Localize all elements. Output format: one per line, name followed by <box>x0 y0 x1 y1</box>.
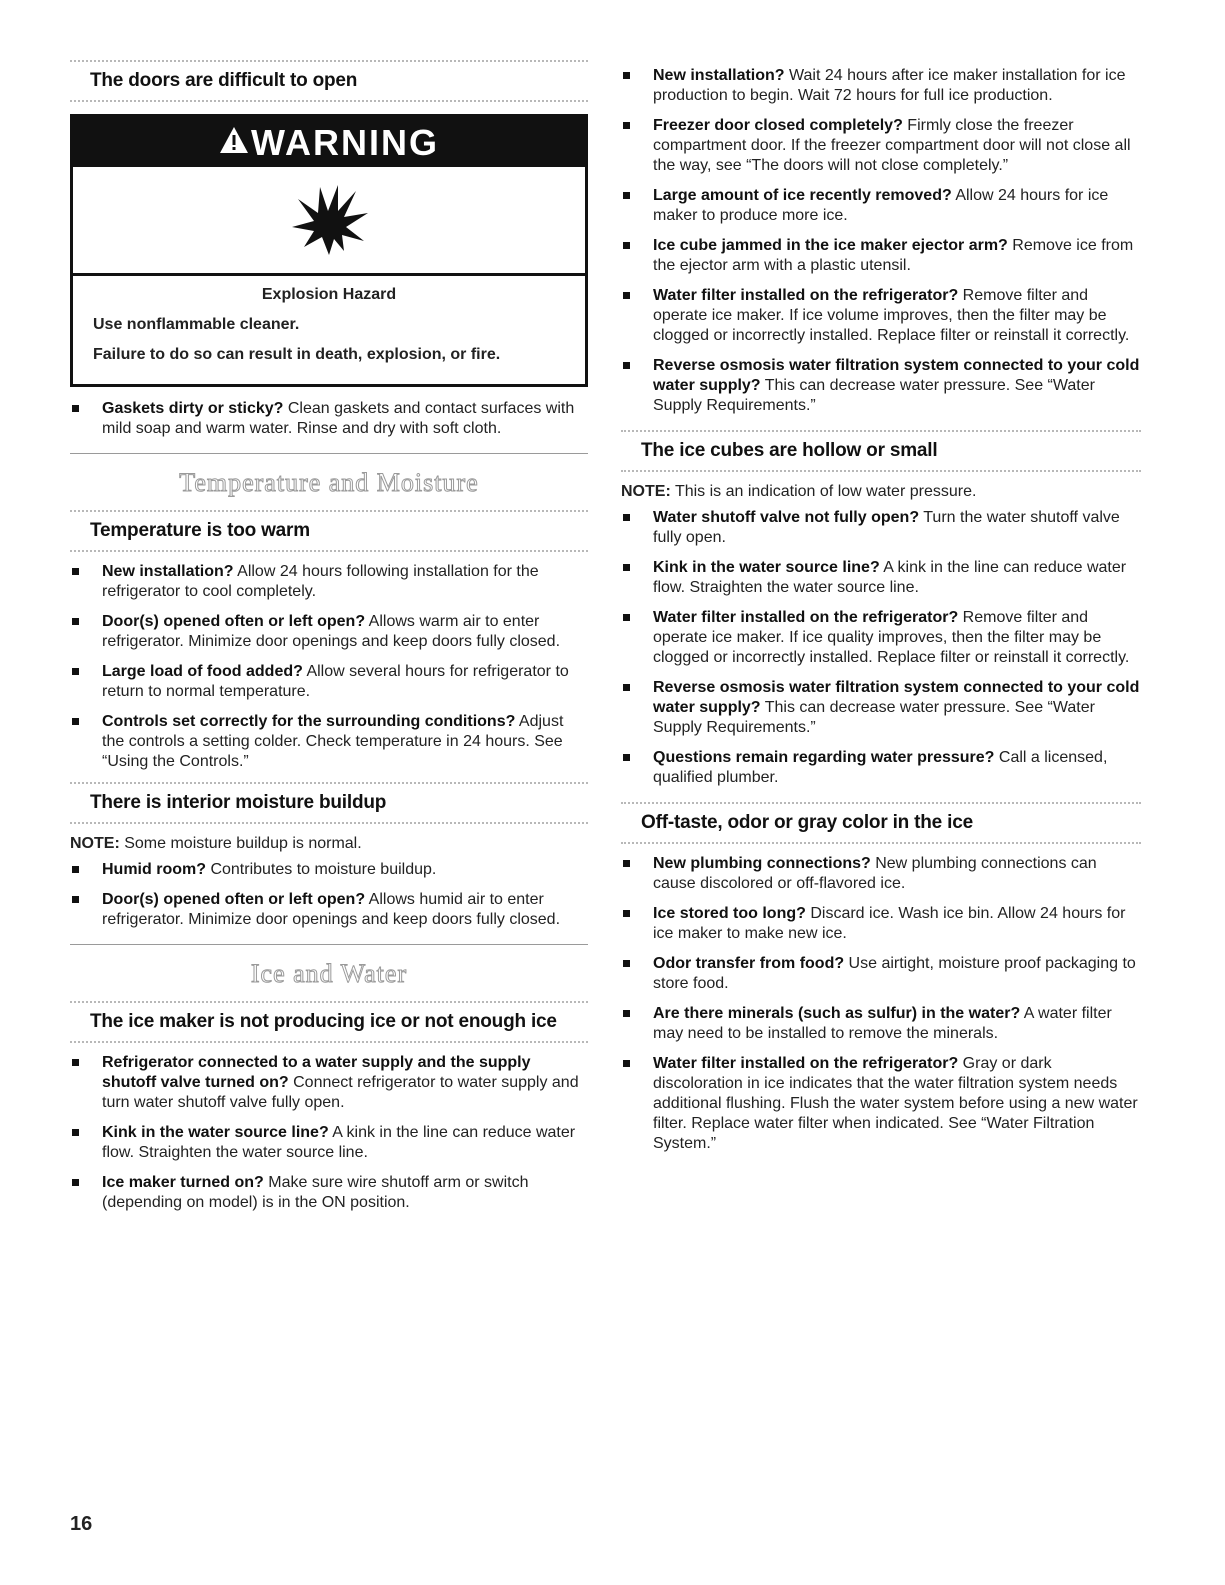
moisture-note: NOTE: Some moisture buildup is normal. <box>70 835 362 852</box>
left-column <box>70 60 588 1223</box>
warning-text <box>73 276 585 384</box>
list-item: Freezer door closed completely? Firmly close the freezer compartment door. If the freezer compartment door will not close all the way, see “The doors will not close completely.” <box>621 116 1141 176</box>
list-item: New plumbing connections? New plumbing connections can cause discolored or off-flavored ice. <box>621 854 1141 894</box>
moisture-heading: There is interior moisture buildup <box>70 782 588 824</box>
warning-hazard: Explosion Hazard <box>261 286 397 303</box>
ice-list <box>70 1053 588 1213</box>
explosion-icon <box>73 167 585 276</box>
moisture-list <box>70 860 588 930</box>
temp-heading: Temperature is too warm <box>70 510 588 552</box>
list-item: Reverse osmosis water filtration system connected to your cold water supply? This can decrease water pressure. See “Water Supply Requirements.” <box>621 678 1141 738</box>
warning-header <box>73 117 585 167</box>
right-column <box>621 66 1141 1164</box>
offtaste-list <box>621 854 1141 1154</box>
warning-label: WARNING <box>251 122 439 163</box>
warning-triangle-icon <box>219 116 249 168</box>
list-item: Controls set correctly for the surrounding conditions? Adjust the controls a setting colder. Check temperature in 24 hours. See “Using the Controls.” <box>70 712 588 772</box>
ice-heading: The ice maker is not producing ice or not enough ice <box>70 1001 588 1043</box>
list-item: Reverse osmosis water filtration system connected to your cold water supply? This can decrease water pressure. See “Water Supply Requirements.” <box>621 356 1141 416</box>
hollow-list <box>621 508 1141 788</box>
list-item: New installation? Allow 24 hours following installation for the refrigerator to cool completely. <box>70 562 588 602</box>
list-item: Ice cube jammed in the ice maker ejector arm? Remove ice from the ejector arm with a plastic utensil. <box>621 236 1141 276</box>
warning-box <box>70 114 588 387</box>
list-item: Large amount of ice recently removed? Allow 24 hours for ice maker to produce more ice. <box>621 186 1141 226</box>
list-item: Are there minerals (such as sulfur) in the water? A water filter may need to be installed to remove the minerals. <box>621 1004 1141 1044</box>
list-item: Kink in the water source line? A kink in the line can reduce water flow. Straighten the water source line. <box>70 1123 588 1163</box>
list-item: Gaskets dirty or sticky? Clean gaskets and contact surfaces with mild soap and warm water. Rinse and dry with soft cloth. <box>70 399 588 439</box>
offtaste-heading: Off-taste, odor or gray color in the ice <box>621 802 1141 844</box>
list-item: Ice stored too long? Discard ice. Wash ice bin. Allow 24 hours for ice maker to make new ice. <box>621 904 1141 944</box>
ice-cont-list <box>621 66 1141 416</box>
list-item: Water shutoff valve not fully open? Turn the water shutoff valve fully open. <box>621 508 1141 548</box>
hollow-note: NOTE: This is an indication of low water pressure. <box>621 483 977 500</box>
list-item: Ice maker turned on? Make sure wire shutoff arm or switch (depending on model) is in the ON position. <box>70 1173 588 1213</box>
list-item: Water filter installed on the refrigerator? Remove filter and operate ice maker. If ice quality improves, then the filter may be clogged or incorrectly installed. Replace filter or reinstall it correctly. <box>621 608 1141 668</box>
list-item: Refrigerator connected to a water supply and the supply shutoff valve turned on? Connect refrigerator to water supply and turn water shutoff valve fully open. <box>70 1053 588 1113</box>
doors-list <box>70 399 588 439</box>
list-item: Kink in the water source line? A kink in the line can reduce water flow. Straighten the water source line. <box>621 558 1141 598</box>
warning-line-2: Failure to do so can result in death, explosion, or fire. <box>93 346 501 363</box>
doors-heading: The doors are difficult to open <box>70 60 588 102</box>
list-item: Door(s) opened often or left open? Allows humid air to enter refrigerator. Minimize door openings and keep doors fully closed. <box>70 890 588 930</box>
list-item: Questions remain regarding water pressure? Call a licensed, qualified plumber. <box>621 748 1141 788</box>
list-item: Large load of food added? Allow several hours for refrigerator to return to normal temperature. <box>70 662 588 702</box>
hollow-heading: The ice cubes are hollow or small <box>621 430 1141 472</box>
page-number: 16 <box>70 1513 93 1535</box>
list-item: Odor transfer from food? Use airtight, moisture proof packaging to store food. <box>621 954 1141 994</box>
warning-line-1: Use nonflammable cleaner. <box>93 316 300 333</box>
list-item: Humid room? Contributes to moisture buildup. <box>70 860 588 880</box>
list-item: Door(s) opened often or left open? Allows warm air to enter refrigerator. Minimize door openings and keep doors fully closed. <box>70 612 588 652</box>
section-title-temperature: Temperature and Moisture <box>179 468 479 497</box>
list-item: Water filter installed on the refrigerator? Remove filter and operate ice maker. If ice volume improves, then the filter may be clogged or incorrectly installed. Replace filter or reinstall it correctly. <box>621 286 1141 346</box>
section-title-ice: Ice and Water <box>250 959 408 988</box>
list-item: Water filter installed on the refrigerator? Gray or dark discoloration in ice indicates that the water filtration system needs additional flushing. Flush the water system before using a new water filter. Replace water filter when indicated. See “Water Filtration System.” <box>621 1054 1141 1154</box>
list-item: New installation? Wait 24 hours after ice maker installation for ice production to begin. Wait 72 hours for full ice production. <box>621 66 1141 106</box>
temp-list <box>70 562 588 772</box>
